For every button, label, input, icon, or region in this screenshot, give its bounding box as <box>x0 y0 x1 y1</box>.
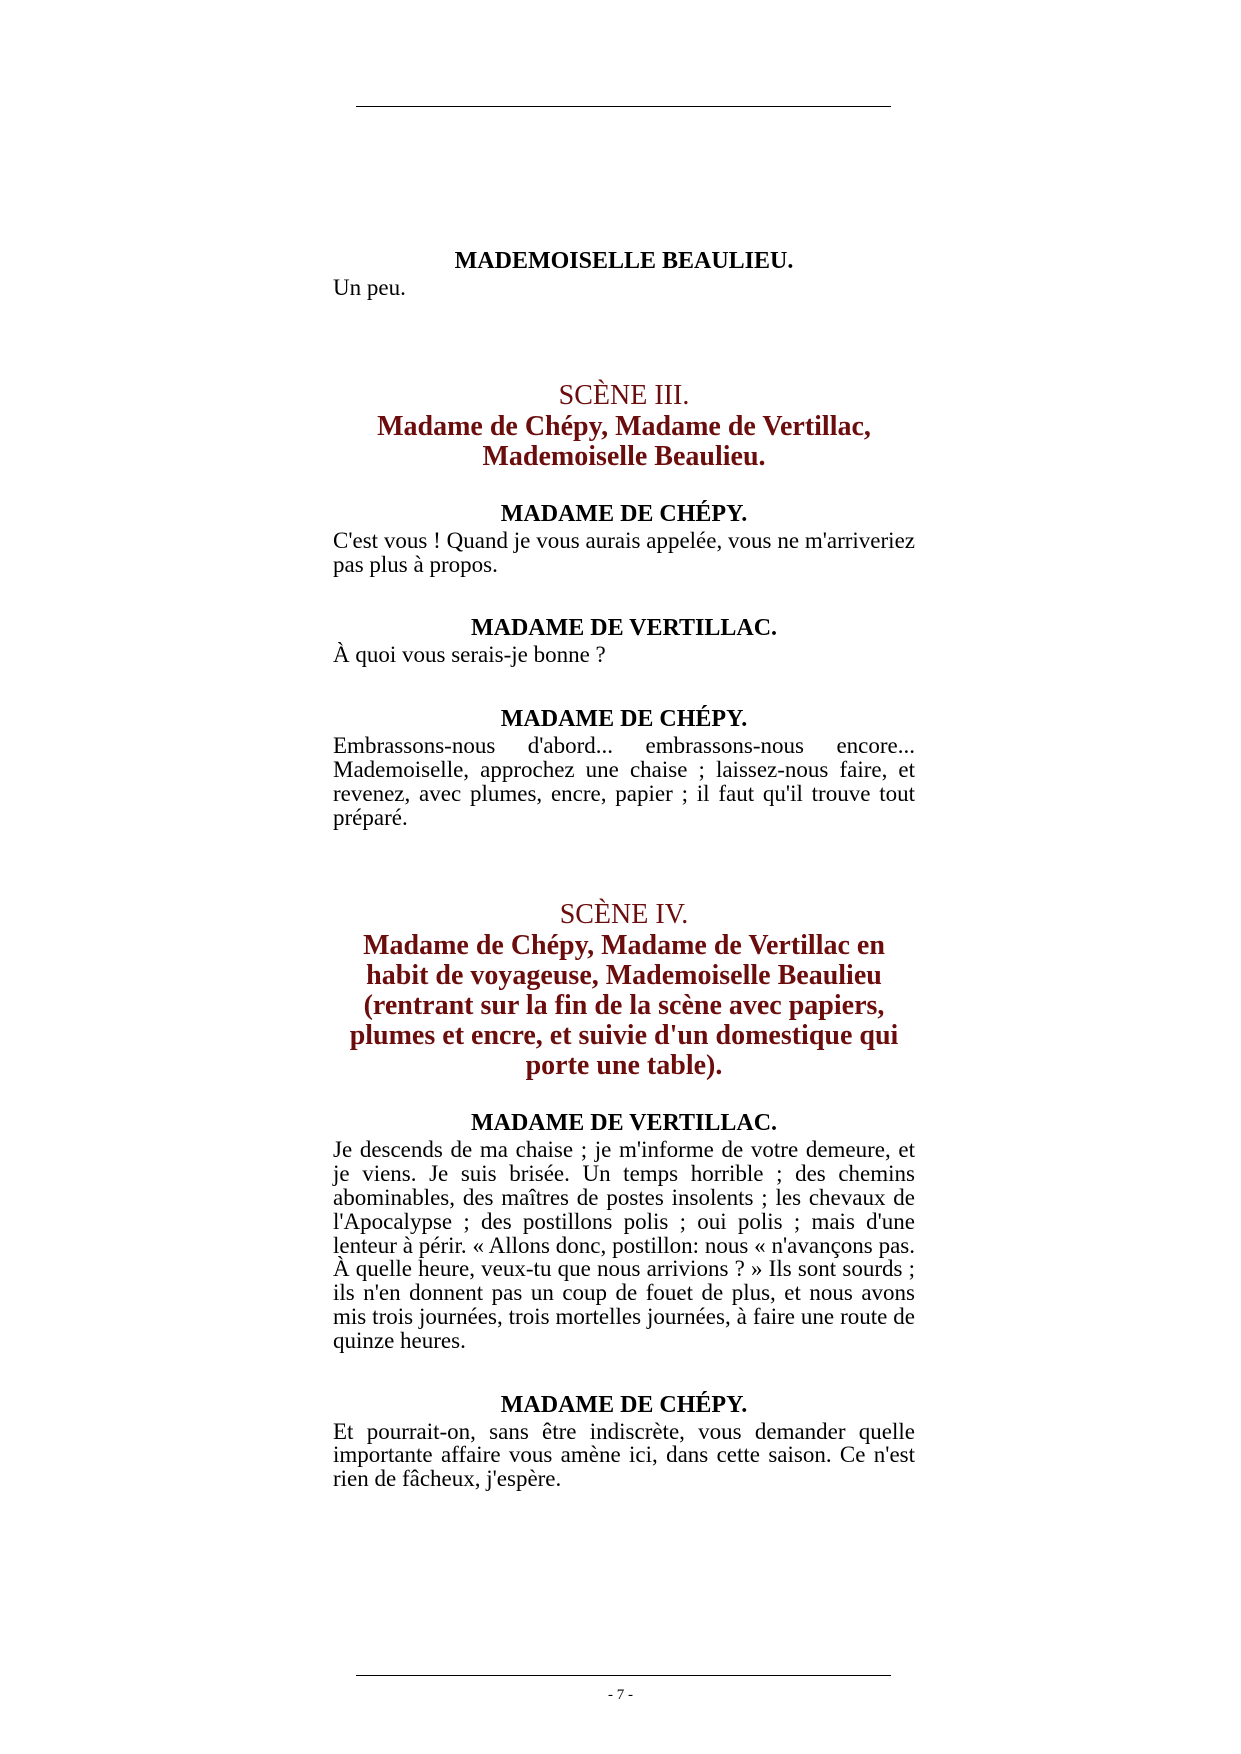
page-content <box>333 247 915 1491</box>
speech-text: Je descends de ma chaise ; je m'informe de votre demeure, et je viens. Je suis brisée. Un temps horrible ; des chemins abominables, des maîtres de postes insolents ; les chevaux de l'Apocalypse ; des postillons polis ; oui polis ; mais d'une lenteur à périr. « Allons donc, postillon: nous « n'avançons pas. À quelle heure, veux-tu que nous arrivions ? » Ils sont sourds ; ils n'en donnent pas un coup de fouet de plus, et nous avons mis trois journées, trois mortelles journées, à faire une route de quinze heures. <box>333 1137 915 1353</box>
speech-text: Embrassons-nous d'abord... embrassons-nous encore... Mademoiselle, approchez une chaise ; laissez-nous faire, et revenez, avec plumes, encre, papier ; il faut qu'il trouve tout préparé. <box>333 733 915 830</box>
speaker-name: MADAME DE VERTILLAC. <box>470 615 778 642</box>
speech-text: Et pourrait-on, sans être indiscrète, vous demander quelle importante affaire vous amène ici, dans cette saison. Ce n'est rien de fâcheux, j'espère. <box>333 1418 915 1492</box>
scene-title: SCÈNE III. <box>558 379 690 411</box>
header-rule <box>356 106 891 107</box>
speaker-name: MADAME DE CHÉPY. <box>500 500 748 527</box>
speaker-name: MADAME DE VERTILLAC. <box>470 1110 778 1137</box>
scene-cast: Madame de Chépy, Madame de Vertillac, Mademoiselle Beaulieu. <box>377 410 871 472</box>
page-number: - 7 - <box>608 1687 633 1703</box>
scene-cast: Madame de Chépy, Madame de Vertillac en habit de voyageuse, Mademoiselle Beaulieu (rentrant sur la fin de la scène avec papiers, plumes et encre, et suivie d'un domestique qui porte une table). <box>349 930 899 1082</box>
footer-rule <box>356 1675 891 1676</box>
speaker-name: MADAME DE CHÉPY. <box>500 1391 748 1418</box>
speech-text: C'est vous ! Quand je vous aurais appelée, vous ne m'arriveriez pas plus à propos. <box>333 527 915 577</box>
scene-title: SCÈNE IV. <box>559 899 689 931</box>
speaker-name: MADAME DE CHÉPY. <box>500 706 748 733</box>
speech-text: Un peu. <box>333 275 406 300</box>
speaker-name: MADEMOISELLE BEAULIEU. <box>454 248 794 274</box>
speech-text: À quoi vous serais-je bonne ? <box>333 642 606 668</box>
